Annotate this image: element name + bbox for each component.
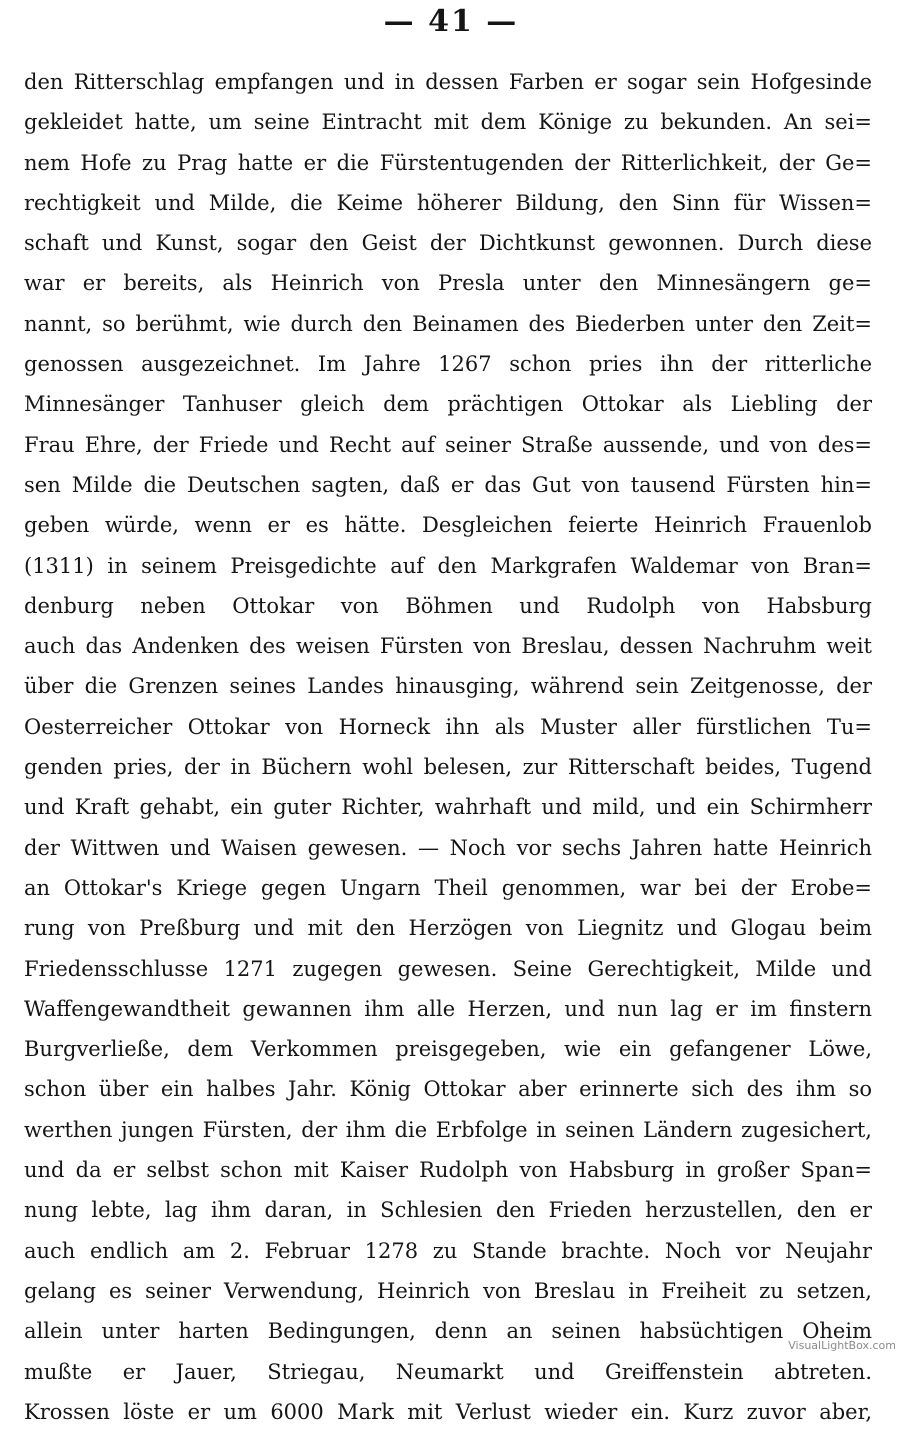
text-line: rechtigkeit und Milde, die Keime höherer Bildung, den Sinn für Wissen= — [24, 190, 872, 215]
watermark-link[interactable]: VisualLightBox.com — [788, 1339, 896, 1352]
body-text — [24, 62, 872, 1432]
text-line: und da er selbst schon mit Kaiser Rudolph von Habsburg in großer Span= — [24, 1158, 872, 1183]
text-line: gekleidet hatte, um seine Eintracht mit dem Könige zu bekunden. An sei= — [24, 110, 872, 135]
text-line: schaft und Kunst, sogar den Geist der Dichtkunst gewonnen. Durch diese — [24, 231, 872, 256]
text-line: genossen ausgezeichnet. Im Jahre 1267 schon pries ihn der ritterliche — [24, 352, 872, 377]
text-line: sen Milde die Deutschen sagten, daß er das Gut von tausend Fürsten hin= — [24, 472, 872, 497]
text-line: gelang es seiner Verwendung, Heinrich von Breslau in Freiheit zu setzen, — [24, 1278, 872, 1303]
text-line: Minnesänger Tanhuser gleich dem prächtigen Ottokar als Liebling der — [24, 392, 872, 417]
text-line: den Ritterschlag empfangen und in dessen Farben er sogar sein Hofgesinde — [24, 70, 872, 94]
text-line: über die Grenzen seines Landes hinausging, während sein Zeitgenosse, der — [24, 674, 872, 699]
text-line: Friedensschlusse 1271 zugegen gewesen. Seine Gerechtigkeit, Milde und — [24, 956, 872, 981]
text-line: war er bereits, als Heinrich von Presla unter den Minnesängern ge= — [24, 271, 872, 296]
text-line: und Kraft gehabt, ein guter Richter, wahrhaft und mild, und ein Schirmherr — [24, 795, 872, 820]
text-line: auch das Andenken des weisen Fürsten von Breslau, dessen Nachruhm weit — [24, 634, 872, 659]
text-line: nannt, so berühmt, wie durch den Beinamen des Biederben unter den Zeit= — [24, 311, 872, 336]
text-line: denburg neben Ottokar von Böhmen und Rudolph von Habsburg — [24, 593, 872, 618]
text-line: nung lebte, lag ihm daran, in Schlesien den Frieden herzustellen, den er — [24, 1198, 872, 1223]
text-line: an Ottokar's Kriege gegen Ungarn Theil genommen, war bei der Erobe= — [24, 875, 872, 900]
text-line: schon über ein halbes Jahr. König Ottokar aber erinnerte sich des ihm so — [24, 1077, 872, 1102]
text-line: Krossen löste er um 6000 Mark mit Verlust wieder ein. Kurz zuvor aber, — [24, 1399, 872, 1424]
text-line: werthen jungen Fürsten, der ihm die Erbfolge in seinen Ländern zugesichert, — [24, 1117, 872, 1142]
text-line: Frau Ehre, der Friede und Recht auf seiner Straße aussende, und von des= — [24, 432, 872, 457]
page-number-header: — 41 — — [383, 4, 519, 39]
text-line: (1311) in seinem Preisgedichte auf den Markgrafen Waldemar von Bran= — [24, 553, 872, 578]
text-line: genden pries, der in Büchern wohl belesen, zur Ritterschaft beides, Tugend — [24, 755, 872, 780]
text-line: mußte er Jauer, Striegau, Neumarkt und Greiffenstein abtreten. — [24, 1359, 872, 1384]
text-line: geben würde, wenn er es hätte. Desgleichen feierte Heinrich Frauenlob — [24, 513, 872, 538]
text-line: Oesterreicher Ottokar von Horneck ihn als Muster aller fürstlichen Tu= — [24, 714, 872, 739]
text-line: auch endlich am 2. Februar 1278 zu Stande brachte. Noch vor Neujahr — [24, 1238, 872, 1263]
text-line: rung von Preßburg und mit den Herzögen von Liegnitz und Glogau beim — [24, 916, 872, 941]
text-line: Waffengewandtheit gewannen ihm alle Herzen, und nun lag er im finstern — [24, 996, 872, 1021]
text-line: nem Hofe zu Prag hatte er die Fürstentugenden der Ritterlichkeit, der Ge= — [24, 150, 872, 175]
text-line: allein unter harten Bedingungen, denn an seinen habsüchtigen Oheim — [24, 1319, 872, 1344]
text-line: Burgverließe, dem Verkommen preisgegeben, wie ein gefangener Löwe, — [24, 1037, 872, 1062]
text-line: der Wittwen und Waisen gewesen. — Noch vor sechs Jahren hatte Heinrich — [24, 835, 872, 860]
